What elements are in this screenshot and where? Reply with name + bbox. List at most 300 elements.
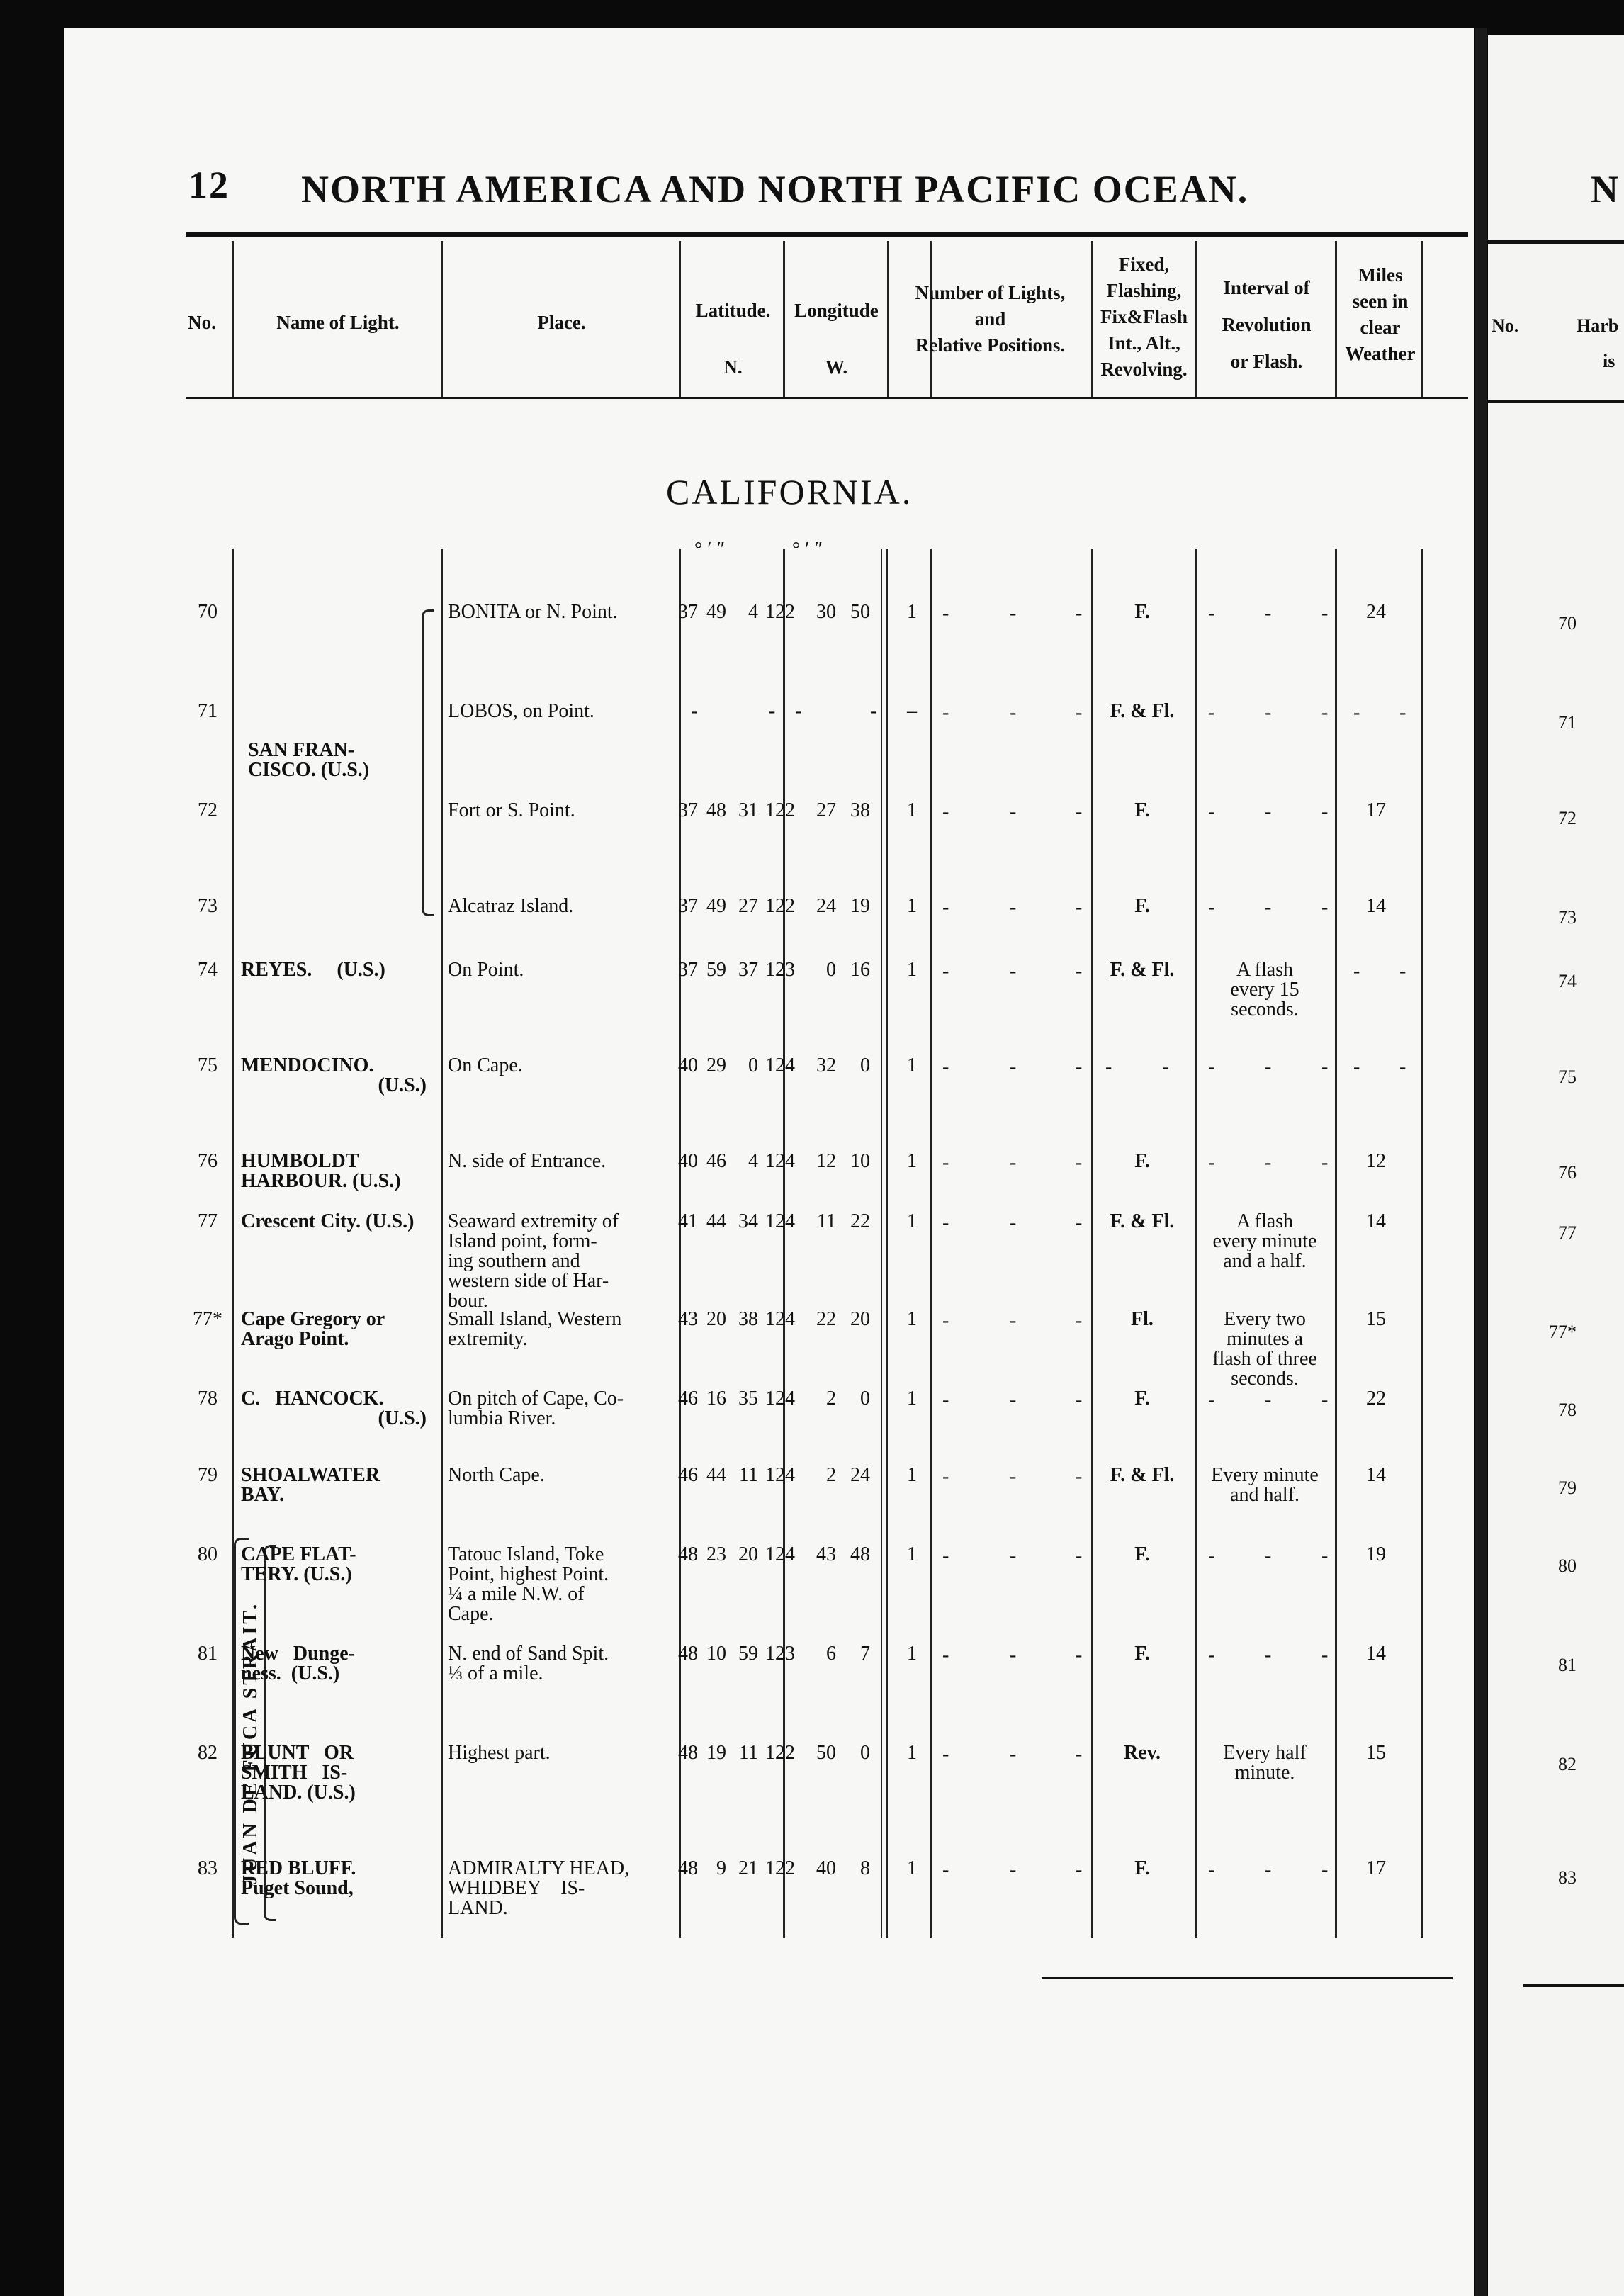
longitude-value: 24 (850, 1464, 870, 1486)
place (448, 1310, 675, 1349)
col-interval (1197, 269, 1336, 380)
latitude-value: 37 (738, 959, 758, 981)
group-label-san-francisco-line2: CISCO. (U.S.) (248, 759, 370, 781)
light-name (241, 1152, 427, 1191)
light-character: Fl. (1131, 1308, 1154, 1330)
place-line: WHIDBEY IS- (448, 1877, 585, 1899)
light-character: F. (1134, 1643, 1150, 1665)
longitude-value: 32 (816, 1054, 836, 1076)
light-name (241, 1056, 427, 1096)
interval-dash: - (1265, 702, 1272, 724)
place (448, 1212, 675, 1311)
light-character: F. & Fl. (1110, 959, 1175, 981)
facing-page-row-number: 81 (1558, 1655, 1577, 1675)
longitude-value: 27 (816, 799, 836, 821)
light-name (241, 1545, 427, 1585)
position-dash: - (1010, 1545, 1017, 1567)
group-label-juan-de-fuca: JUAN DE FUCA STRAIT. (239, 1602, 261, 1885)
place-line: ADMIRALTY HEAD, (448, 1857, 630, 1879)
latitude-value: 41 (678, 1210, 698, 1232)
latitude-value: 59 (706, 959, 726, 981)
longitude-value: 122 (765, 1742, 795, 1764)
number-of-lights: 1 (907, 1464, 917, 1486)
place (448, 1545, 675, 1624)
light-character: F. & Fl. (1110, 1464, 1175, 1486)
light-name-line: SMITH IS- (241, 1762, 348, 1784)
longitude-value: 124 (765, 1308, 795, 1330)
col-fixed (1093, 252, 1195, 383)
row-number: 79 (198, 1464, 218, 1486)
interval (1195, 1743, 1334, 1783)
interval-dash: - (1208, 896, 1215, 918)
interval-line: A flash (1236, 959, 1294, 981)
position-dash: - (1076, 702, 1083, 724)
group-label-san-francisco-line1: SAN FRAN- (248, 739, 355, 761)
longitude-value: 22 (850, 1210, 870, 1232)
interval-dash: - (1208, 1545, 1215, 1567)
longitude-value: 19 (850, 895, 870, 917)
place (448, 1859, 675, 1918)
position-dash: - (942, 1152, 949, 1174)
interval-dash: - (1321, 1644, 1329, 1666)
longitude-value: 122 (765, 799, 795, 821)
col-fixed-line4: Int., Alt., (1107, 332, 1180, 354)
longitude-value: 48 (850, 1543, 870, 1565)
col-miles-line1: Miles (1358, 264, 1403, 286)
latitude-value: 29 (706, 1054, 726, 1076)
position-dash: - (1076, 1743, 1083, 1765)
light-name-line: Cape Gregory or (241, 1308, 385, 1330)
miles-seen: 22 (1366, 1388, 1386, 1409)
column-body-divider (783, 549, 785, 1938)
san-francisco-brace-top (422, 609, 434, 764)
column-body-divider (886, 549, 888, 1938)
col-miles-line3: clear (1360, 317, 1401, 338)
page-number: 12 (188, 164, 230, 206)
light-character: Rev. (1123, 1742, 1161, 1764)
miles-seen: 14 (1366, 895, 1386, 917)
light-name-line: New Dunge- (241, 1643, 355, 1665)
latitude-value: 20 (706, 1308, 726, 1330)
position-dash: - (1010, 702, 1017, 724)
latitude-value: 44 (706, 1210, 726, 1232)
facing-page-row-number: 75 (1558, 1067, 1577, 1087)
light-name-line: LAND. (U.S.) (241, 1782, 356, 1803)
col-miles-line2: seen in (1352, 291, 1409, 312)
longitude-value: 8 (860, 1857, 870, 1879)
col-name: Name of Light. (276, 312, 400, 333)
light-character: F. (1134, 799, 1150, 821)
position-dash: - (942, 1859, 949, 1881)
place-line: N. end of Sand Spit. (448, 1643, 609, 1665)
position-dash: - (1010, 896, 1017, 918)
interval-line: flash of three (1212, 1348, 1317, 1370)
position-dash: - (1010, 801, 1017, 823)
facing-page-row-number: 77 (1558, 1222, 1577, 1243)
light-name-line: Arago Point. (241, 1328, 349, 1350)
interval-dash: - (1208, 1859, 1215, 1881)
col-fixed-line1: Fixed, (1118, 254, 1170, 275)
miles-dash: - (1353, 960, 1360, 982)
place-line: Highest part. (448, 1742, 551, 1764)
row-number: 78 (198, 1388, 218, 1409)
place (448, 896, 675, 916)
position-dash: - (1010, 1389, 1017, 1411)
position-dash: - (1076, 801, 1083, 823)
light-name-line: SHOALWATER (241, 1464, 380, 1486)
longitude-value: 22 (816, 1308, 836, 1330)
latitude-value: 19 (706, 1742, 726, 1764)
place-line: BONITA or N. Point. (448, 601, 618, 623)
position-dash: - (1076, 602, 1083, 624)
light-name-line: TERY. (U.S.) (241, 1563, 352, 1585)
miles-seen: 14 (1366, 1464, 1386, 1486)
place-line: Alcatraz Island. (448, 895, 574, 917)
interval-dash: - (1321, 1389, 1329, 1411)
miles-dash: - (1399, 960, 1406, 982)
column-body-divider (881, 549, 882, 1938)
san-francisco-brace-bottom (422, 762, 434, 916)
section-title: CALIFORNIA. (666, 472, 913, 512)
number-of-lights: 1 (907, 1857, 917, 1879)
col-miles (1338, 262, 1423, 367)
row-number: 83 (198, 1857, 218, 1879)
miles-seen: 14 (1366, 1643, 1386, 1665)
longitude-value: 11 (817, 1210, 836, 1232)
column-body-divider (1091, 549, 1093, 1938)
longitude-value: 50 (816, 1742, 836, 1764)
place-line: Fort or S. Point. (448, 799, 575, 821)
place-line: bour. (448, 1290, 488, 1312)
col-lat: Latitude. (695, 300, 771, 321)
latitude-value: 16 (706, 1388, 726, 1409)
longitude-value: 124 (765, 1464, 795, 1486)
miles-seen: 17 (1366, 1857, 1386, 1879)
row-number: 82 (198, 1742, 218, 1764)
number-of-lights: 1 (907, 1543, 917, 1565)
position-dash: - (1076, 960, 1083, 982)
position-dash: - (1010, 960, 1017, 982)
interval-dash: - (1321, 702, 1329, 724)
miles-dash: - (1353, 702, 1360, 724)
longitude-value: 123 (765, 959, 795, 981)
light-name (241, 1859, 427, 1898)
facing-page-header-letter: N (1591, 168, 1618, 210)
place-line: On Cape. (448, 1054, 523, 1076)
interval-line: Every two (1224, 1308, 1306, 1330)
facing-page-col-harb: Harb (1577, 315, 1619, 336)
interval-line: every minute (1212, 1230, 1317, 1252)
miles-dash: - (1399, 702, 1406, 724)
lon-degree-marks: ° ′ ″ (792, 539, 823, 561)
facing-page-row-number: 82 (1558, 1754, 1577, 1774)
row-number: 74 (198, 959, 218, 981)
position-dash: - (1010, 1310, 1017, 1332)
position-dash: - (1010, 1644, 1017, 1666)
interval-dash: - (1265, 602, 1272, 624)
place (448, 801, 675, 821)
number-of-lights: 1 (907, 601, 917, 623)
longitude-value: 124 (765, 1054, 795, 1076)
interval-dash: - (1265, 1545, 1272, 1567)
light-character: F. (1134, 1150, 1150, 1172)
light-character-dash: - (1105, 1056, 1112, 1078)
col-fixed-line2: Flashing, (1106, 280, 1182, 301)
place-line: N. side of Entrance. (448, 1150, 607, 1172)
facing-page-row-number: 76 (1558, 1162, 1577, 1183)
light-name-line: HARBOUR. (U.S.) (241, 1170, 401, 1192)
longitude-value: 38 (850, 799, 870, 821)
col-lights-line3: Relative Positions. (915, 334, 1066, 356)
latitude-value: 37 (678, 895, 698, 917)
column-body-divider (1421, 549, 1423, 1938)
latitude-value: 59 (738, 1643, 758, 1665)
col-place: Place. (537, 312, 586, 333)
place-line: Small Island, Western (448, 1308, 622, 1330)
latitude-value: 43 (678, 1308, 698, 1330)
position-dash: - (942, 1212, 949, 1234)
longitude-value: 43 (816, 1543, 836, 1565)
place (448, 1056, 675, 1076)
light-name (241, 1743, 427, 1803)
row-number: 77 (198, 1210, 218, 1232)
longitude-value: 0 (860, 1054, 870, 1076)
position-dash: - (1076, 1859, 1083, 1881)
col-lon-dir: W. (825, 356, 848, 378)
col-interval-line3: or Flash. (1230, 351, 1303, 372)
column-body-divider (679, 549, 681, 1938)
longitude-value: 50 (850, 601, 870, 623)
position-dash: - (1076, 1152, 1083, 1174)
light-name-line: Crescent City. (U.S.) (241, 1210, 415, 1232)
place-line: Cape. (448, 1603, 494, 1625)
facing-page-footer-rule (1523, 1984, 1624, 1987)
light-character: F. (1134, 1388, 1150, 1409)
longitude-value: 20 (850, 1308, 870, 1330)
light-name-line: MENDOCINO. (241, 1054, 374, 1076)
light-name-line: REYES. (U.S.) (241, 959, 385, 981)
interval-dash: - (1265, 1389, 1272, 1411)
interval-dash: - (1208, 1644, 1215, 1666)
position-dash: - (1010, 1859, 1017, 1881)
light-name (241, 1644, 427, 1684)
col-fixed-line3: Fix&Flash (1100, 306, 1188, 327)
place (448, 960, 675, 980)
latitude-value: 46 (678, 1464, 698, 1486)
interval-dash: - (1208, 1389, 1215, 1411)
light-name-line: ness. (U.S.) (241, 1662, 340, 1684)
interval-dash: - (1321, 1545, 1329, 1567)
light-character: F. & Fl. (1110, 1210, 1175, 1232)
place-line: lumbia River. (448, 1407, 556, 1429)
light-name (241, 1212, 427, 1232)
row-number: 70 (198, 601, 218, 623)
longitude-value: 16 (850, 959, 870, 981)
col-miles-line4: Weather (1345, 343, 1416, 364)
latitude-dash: - (769, 700, 776, 722)
position-dash: - (1010, 1152, 1017, 1174)
interval (1195, 960, 1334, 1020)
place-line: LOBOS, on Point. (448, 700, 594, 722)
facing-page-row-number: 79 (1558, 1478, 1577, 1498)
col-interval-line2: Revolution (1222, 314, 1312, 335)
interval-dash: - (1321, 602, 1329, 624)
position-dash: - (942, 896, 949, 918)
latitude-value: 9 (716, 1857, 726, 1879)
place (448, 1644, 675, 1684)
latitude-value: 11 (739, 1464, 758, 1486)
longitude-value: 123 (765, 1643, 795, 1665)
position-dash: - (1010, 1465, 1017, 1487)
interval-dash: - (1321, 801, 1329, 823)
longitude-value: 0 (826, 959, 836, 981)
interval-dash: - (1321, 1056, 1329, 1078)
latitude-value: 21 (738, 1857, 758, 1879)
header-rule (186, 232, 1468, 237)
facing-page-row-number: 72 (1558, 808, 1577, 828)
group-label-san-francisco (248, 741, 369, 780)
interval-line: and a half. (1223, 1250, 1307, 1272)
place-line: On Point. (448, 959, 524, 981)
facing-page-row-number: 70 (1558, 613, 1577, 634)
longitude-value: 122 (765, 1857, 795, 1879)
interval-dash: - (1208, 702, 1215, 724)
place (448, 702, 675, 721)
longitude-dash: - (870, 700, 877, 722)
longitude-value: 24 (816, 895, 836, 917)
facing-page-row-number: 73 (1558, 907, 1577, 928)
column-body-divider (441, 549, 443, 1938)
latitude-value: 40 (678, 1150, 698, 1172)
interval-dash: - (1208, 1152, 1215, 1174)
light-character: F. (1134, 601, 1150, 623)
longitude-value: 40 (816, 1857, 836, 1879)
position-dash: - (1010, 1056, 1017, 1078)
number-of-lights: 1 (907, 1742, 917, 1764)
facing-page-row-number: 71 (1558, 712, 1577, 733)
interval-line: minute. (1234, 1762, 1295, 1784)
latitude-value: 38 (738, 1308, 758, 1330)
column-header-divider (232, 241, 234, 397)
position-dash: - (942, 1465, 949, 1487)
position-dash: - (1076, 1056, 1083, 1078)
interval-line: every 15 (1230, 979, 1299, 1001)
place-line: Point, highest Point. (448, 1563, 609, 1585)
latitude-value: 49 (706, 895, 726, 917)
longitude-value: 124 (765, 1388, 795, 1409)
latitude-value: 37 (678, 799, 698, 821)
place (448, 602, 675, 622)
number-of-lights: 1 (907, 1150, 917, 1172)
latitude-value: 4 (748, 1150, 758, 1172)
longitude-value: 10 (850, 1150, 870, 1172)
facing-page-row-number: 78 (1558, 1400, 1577, 1420)
place (448, 1465, 675, 1485)
facing-page-row-number: 77* (1549, 1322, 1577, 1342)
light-name-line: BLUNT OR (241, 1742, 354, 1764)
miles-seen: 15 (1366, 1308, 1386, 1330)
interval-dash: - (1321, 1152, 1329, 1174)
place-line: Island point, form- (448, 1230, 597, 1252)
interval-dash: - (1265, 1056, 1272, 1078)
latitude-dash: - (691, 700, 698, 722)
place-line: On pitch of Cape, Co- (448, 1388, 624, 1409)
row-number: 81 (198, 1643, 218, 1665)
interval-dash: - (1265, 1152, 1272, 1174)
interval-dash: - (1321, 896, 1329, 918)
latitude-value: 4 (748, 601, 758, 623)
place-line: Tatouc Island, Toke (448, 1543, 604, 1565)
column-body-divider (1335, 549, 1337, 1938)
light-character-dash: - (1162, 1056, 1169, 1078)
position-dash: - (1076, 1310, 1083, 1332)
facing-page-column-rule (1488, 400, 1624, 403)
light-name (241, 1389, 427, 1429)
row-number: 75 (198, 1054, 218, 1076)
place-line: western side of Har- (448, 1270, 609, 1292)
place-line: LAND. (448, 1897, 508, 1919)
interval (1195, 1212, 1334, 1271)
interval-dash: - (1208, 1056, 1215, 1078)
footer-rule (1042, 1977, 1453, 1979)
place (448, 1389, 675, 1429)
longitude-value: 124 (765, 1150, 795, 1172)
longitude-value: 124 (765, 1543, 795, 1565)
column-body-divider (930, 549, 932, 1938)
light-name-line: (U.S.) (378, 1407, 427, 1429)
col-fixed-line5: Revolving. (1100, 359, 1188, 380)
latitude-value: 48 (678, 1643, 698, 1665)
row-number: 72 (198, 799, 218, 821)
latitude-value: 34 (738, 1210, 758, 1232)
position-dash: - (942, 1056, 949, 1078)
interval-dash: - (1265, 896, 1272, 918)
col-no: No. (188, 312, 216, 333)
latitude-value: 20 (738, 1543, 758, 1565)
book-spine (1475, 28, 1487, 2296)
facing-page-row-number: 80 (1558, 1555, 1577, 1576)
latitude-value: 40 (678, 1054, 698, 1076)
light-character: F. (1134, 1543, 1150, 1565)
latitude-value: 48 (706, 799, 726, 821)
interval-line: A flash (1236, 1210, 1294, 1232)
longitude-value: 122 (765, 601, 795, 623)
lat-degree-marks: ° ′ ″ (694, 539, 725, 561)
place-line: ⅓ of a mile. (448, 1662, 543, 1684)
light-name (241, 1310, 427, 1349)
interval (1195, 1310, 1334, 1389)
position-dash: - (1010, 1212, 1017, 1234)
facing-page-row-number: 74 (1558, 971, 1577, 991)
col-interval-line1: Interval of (1223, 277, 1310, 298)
latitude-value: 27 (738, 895, 758, 917)
latitude-value: 11 (739, 1742, 758, 1764)
row-number: 77* (193, 1308, 222, 1330)
position-dash: - (1076, 1389, 1083, 1411)
light-name-line: CAPE FLAT- (241, 1543, 356, 1565)
latitude-value: 10 (706, 1643, 726, 1665)
place (448, 1743, 675, 1763)
latitude-value: 23 (706, 1543, 726, 1565)
miles-seen: 19 (1366, 1543, 1386, 1565)
row-number: 71 (198, 700, 218, 722)
number-of-lights: 1 (907, 799, 917, 821)
number-of-lights: 1 (907, 1388, 917, 1409)
number-of-lights: 1 (907, 1210, 917, 1232)
row-number: 76 (198, 1150, 218, 1172)
place (448, 1152, 675, 1171)
interval-dash: - (1265, 1644, 1272, 1666)
